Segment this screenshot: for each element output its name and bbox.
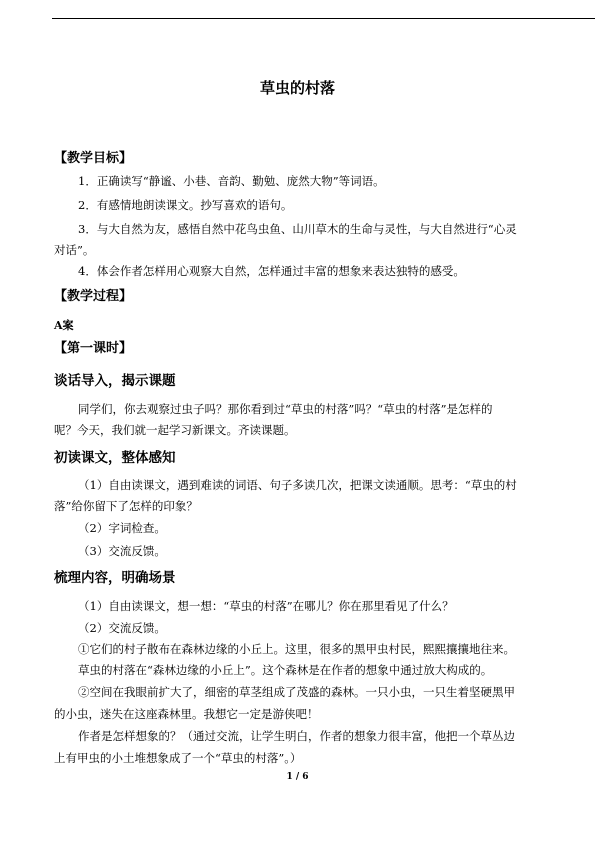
part3-heading: 梳理内容，明确场景: [54, 570, 176, 586]
goal-item: 1．正确读写“静谧、小巷、音韵、勤勉、庞然大物”等词语。: [78, 174, 385, 188]
part3-line: 上有甲虫的小土堆想象成了一个“草虫的村落”。）: [54, 751, 302, 765]
part2-line: 落”给你留下了怎样的印象？: [54, 499, 198, 513]
part3-line: 作者是怎样想象的？（通过交流，让学生明白，作者的想象力很丰富，他把一个草丛边: [78, 729, 515, 743]
part1-line: 同学们，你去观察过虫子吗？那你看到过“草虫的村落”吗？“草虫的村落”是怎样的: [78, 402, 493, 416]
case-label: A案: [54, 319, 74, 332]
goal-item-continued: 对话”。: [54, 243, 95, 257]
part3-line: （1）自由读课文，想一想：“草虫的村落”在哪儿？你在那里看见了什么？: [78, 599, 454, 613]
goal-item: 4．体会作者怎样用心观察大自然，怎样通过丰富的想象来表达独特的感受。: [78, 264, 465, 278]
header-rule: [52, 18, 595, 19]
section-heading-goals: 【教学目标】: [54, 151, 133, 166]
part2-line: （1）自由读课文，遇到难读的词语、句子多读几次，把课文读通顺。思考：“草虫的村: [78, 478, 517, 492]
page-title: 草虫的村落: [259, 79, 335, 97]
part3-line: 的小虫，迷失在这座森林里。我想它一定是游侠吧！: [54, 707, 319, 721]
part3-line: ②空间在我眼前扩大了，细密的草茎组成了茂盛的森林。一只小虫，一只生着坚硬黑甲: [78, 685, 515, 699]
goal-item: 2．有感情地朗读课文。抄写喜欢的语句。: [78, 198, 293, 212]
part2-heading: 初读课文，整体感知: [54, 450, 176, 466]
section-heading-process: 【教学过程】: [54, 289, 133, 304]
page-number: 1 / 6: [286, 772, 309, 782]
lesson-heading: 【第一课时】: [54, 341, 133, 356]
part2-line: （3）交流反馈。: [78, 544, 166, 558]
part1-heading: 谈话导入，揭示课题: [54, 373, 176, 389]
part3-line: ①它们的村子散布在森林边缘的小丘上。这里，很多的黑甲虫村民，熙熙攘攘地往来。: [78, 642, 515, 656]
part1-line: 呢？今天，我们就一起学习新课文。齐读课题。: [54, 423, 296, 437]
part2-line: （2）字词检查。: [78, 521, 166, 535]
part3-line: （2）交流反馈。: [78, 621, 166, 635]
goal-item: 3．与大自然为友，感悟自然中花鸟虫鱼、山川草木的生命与灵性，与大自然进行“心灵: [78, 222, 517, 236]
part3-line: 草虫的村落在“森林边缘的小丘上”。这个森林是在作者的想象中通过放大构成的。: [78, 663, 493, 677]
